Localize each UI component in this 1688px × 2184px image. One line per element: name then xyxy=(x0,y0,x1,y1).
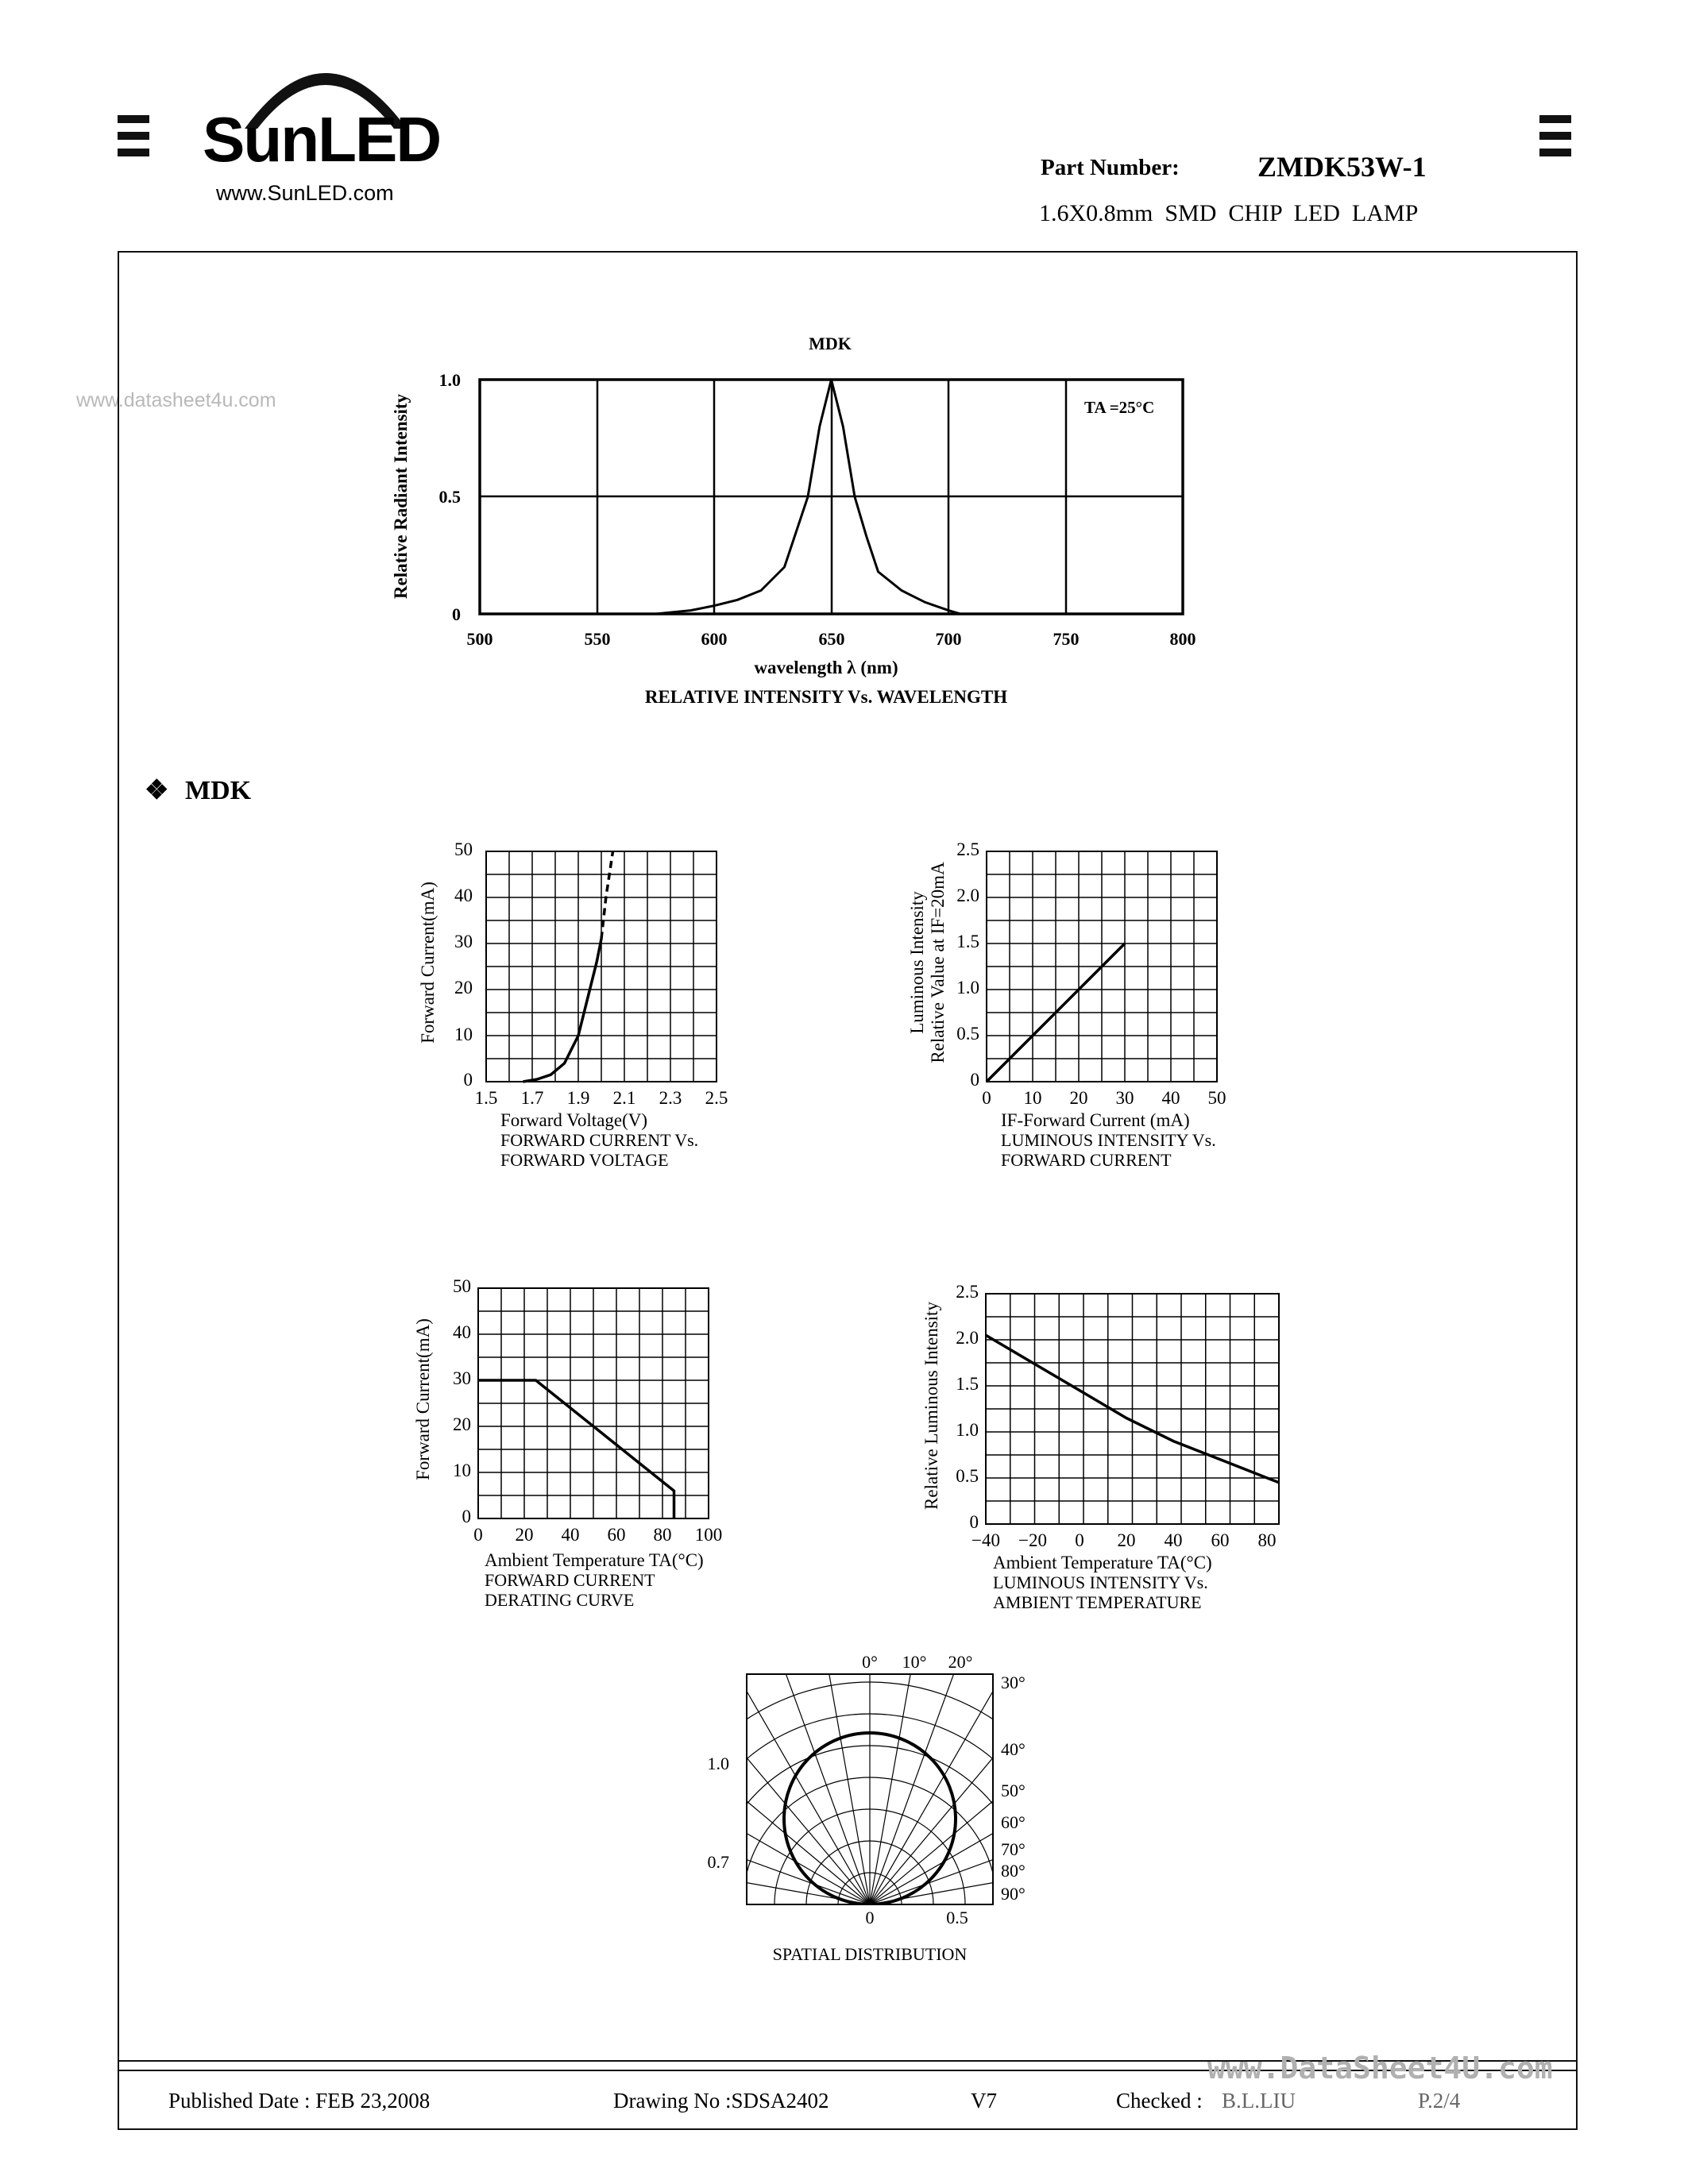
iv-series-dashed-extension xyxy=(601,851,613,939)
li-ylabel-2: Relative Value at IF=20mA xyxy=(928,862,948,1063)
li-xlabel: IF-Forward Current (mA) xyxy=(1001,1110,1190,1130)
spectrum-ytick-0: 0 xyxy=(452,604,461,624)
spectrum-ytick-1.0: 1.0 xyxy=(438,370,461,390)
spatial-label-10deg: 10° xyxy=(902,1652,927,1672)
iv-xtick-2.1: 2.1 xyxy=(612,1088,636,1108)
spectrum-x-ticks xyxy=(467,629,1196,649)
iv-chart xyxy=(405,826,771,1191)
li-ytick-2.5: 2.5 xyxy=(956,839,979,859)
derating-ytick-20: 20 xyxy=(453,1414,471,1434)
iv-ytick-40: 40 xyxy=(454,886,473,905)
li-ytick-1.0: 1.0 xyxy=(956,978,979,997)
spectrum-grid xyxy=(480,380,1183,614)
spectrum-y-ticks xyxy=(439,370,462,624)
spatial-label-1.0: 1.0 xyxy=(707,1754,729,1773)
lt-ytick-2.0: 2.0 xyxy=(956,1328,979,1348)
spectrum-xtick-750: 750 xyxy=(1053,629,1080,649)
lt-xtick-0: 0 xyxy=(1075,1530,1084,1550)
li-ytick-0.5: 0.5 xyxy=(956,1024,979,1044)
derating-y-ticks xyxy=(453,1276,471,1526)
li-ylabel-1: Luminous Intensity xyxy=(907,891,927,1034)
li-ytick-1.5: 1.5 xyxy=(956,932,979,951)
spatial-label-50deg: 50° xyxy=(1001,1781,1026,1800)
derating-grid xyxy=(478,1288,709,1518)
product-description: 1.6X0.8mm SMD CHIP LED LAMP xyxy=(1039,200,1419,226)
footer-checked-by: B.L.LIU xyxy=(1222,2089,1296,2113)
lt-grid xyxy=(986,1294,1279,1524)
diamond-bullet-icon: ❖ xyxy=(145,776,169,805)
iv-ytick-30: 30 xyxy=(454,932,473,951)
li-x-ticks xyxy=(982,1088,1226,1108)
spectrum-xtick-500: 500 xyxy=(466,629,493,649)
lt-xtick-80: 80 xyxy=(1257,1530,1277,1550)
iv-xtick-1.7: 1.7 xyxy=(520,1088,544,1108)
logo-wordmark: SunLED xyxy=(203,104,441,175)
iv-ytick-10: 10 xyxy=(454,1024,473,1044)
iv-series-line xyxy=(523,939,601,1082)
iv-x-ticks xyxy=(475,1088,728,1108)
spectrum-xlabel: wavelength λ (nm) xyxy=(754,658,898,677)
spatial-left-labels xyxy=(708,1754,730,1872)
iv-ytick-20: 20 xyxy=(454,978,473,997)
derating-xtick-0: 0 xyxy=(473,1525,483,1545)
li-caption-2: FORWARD CURRENT xyxy=(1001,1150,1172,1170)
derating-chart xyxy=(405,1263,771,1628)
derating-x-ticks xyxy=(473,1525,722,1545)
spatial-label-bottom-0: 0 xyxy=(865,1908,875,1927)
lt-y-ticks xyxy=(956,1282,979,1532)
spatial-bottom-labels xyxy=(866,1908,968,1927)
derating-xtick-40: 40 xyxy=(561,1525,580,1545)
footer-published-date: Published Date : FEB 23,2008 xyxy=(168,2089,431,2113)
li-xtick-40: 40 xyxy=(1161,1088,1180,1108)
lt-chart xyxy=(906,1255,1319,1628)
li-y-ticks xyxy=(956,839,979,1090)
spectrum-title: MDK xyxy=(809,334,852,353)
iv-y-ticks xyxy=(454,839,473,1090)
iv-xtick-2.5: 2.5 xyxy=(705,1088,728,1108)
spatial-top-labels xyxy=(862,1652,972,1672)
watermark-top: www.datasheet4u.com xyxy=(76,389,276,411)
spectrum-ylabel: Relative Radiant Intensity xyxy=(391,393,411,600)
spatial-label-0.7: 0.7 xyxy=(707,1852,729,1872)
lt-xtick-20: 20 xyxy=(1117,1530,1136,1550)
derating-ytick-50: 50 xyxy=(453,1276,471,1296)
derating-xtick-80: 80 xyxy=(653,1525,672,1545)
lt-ytick-2.5: 2.5 xyxy=(956,1282,979,1302)
derating-xtick-20: 20 xyxy=(515,1525,534,1545)
spatial-label-70deg: 70° xyxy=(1001,1839,1026,1859)
lt-ytick-1.0: 1.0 xyxy=(956,1420,979,1440)
lt-x-ticks xyxy=(971,1530,1276,1550)
lt-xtick-40: 40 xyxy=(1164,1530,1183,1550)
iv-ytick-50: 50 xyxy=(454,839,473,859)
derating-xlabel: Ambient Temperature TA(°C) xyxy=(485,1550,704,1570)
derating-xtick-100: 100 xyxy=(694,1525,723,1545)
lt-caption-2: AMBIENT TEMPERATURE xyxy=(993,1592,1202,1612)
header-right-bars xyxy=(1539,115,1571,165)
iv-grid xyxy=(486,851,717,1082)
iv-xtick-1.9: 1.9 xyxy=(566,1088,590,1108)
section-title-text: MDK xyxy=(184,776,252,805)
iv-ytick-0: 0 xyxy=(463,1070,473,1090)
li-xtick-50: 50 xyxy=(1207,1088,1226,1108)
spectrum-xtick-600: 600 xyxy=(701,629,728,649)
header-left-bars xyxy=(118,115,149,165)
derating-ytick-0: 0 xyxy=(462,1507,471,1526)
lt-ytick-0.5: 0.5 xyxy=(956,1466,979,1486)
spectrum-annotation: TA =25°C xyxy=(1084,398,1155,417)
spatial-caption: SPATIAL DISTRIBUTION xyxy=(772,1944,968,1964)
watermark-bottom: www.DataSheet4U.com xyxy=(1207,2051,1553,2086)
footer-page-number: P.2/4 xyxy=(1418,2089,1461,2113)
lt-caption-1: LUMINOUS INTENSITY Vs. xyxy=(993,1572,1208,1592)
iv-caption-2: FORWARD VOLTAGE xyxy=(500,1150,669,1170)
li-xtick-0: 0 xyxy=(982,1088,991,1108)
li-xtick-20: 20 xyxy=(1069,1088,1088,1108)
footer-drawing-number: Drawing No :SDSA2402 xyxy=(613,2089,829,2113)
derating-xtick-60: 60 xyxy=(607,1525,626,1545)
footer-version: V7 xyxy=(971,2089,997,2113)
iv-caption-1: FORWARD CURRENT Vs. xyxy=(500,1130,699,1150)
lt-ytick-1.5: 1.5 xyxy=(956,1374,979,1394)
spectrum-xtick-800: 800 xyxy=(1169,629,1196,649)
spectrum-xtick-650: 650 xyxy=(818,629,845,649)
lt-xtick-neg40: −40 xyxy=(971,1530,1000,1550)
li-ytick-2.0: 2.0 xyxy=(956,886,979,905)
spatial-label-30deg: 30° xyxy=(1001,1673,1026,1692)
lt-xtick-neg20: −20 xyxy=(1018,1530,1047,1550)
lt-xtick-60: 60 xyxy=(1211,1530,1230,1550)
iv-xtick-2.3: 2.3 xyxy=(659,1088,682,1108)
spectrum-caption: RELATIVE INTENSITY Vs. WAVELENGTH xyxy=(644,687,1008,707)
li-xtick-10: 10 xyxy=(1023,1088,1042,1108)
spatial-right-labels xyxy=(1001,1673,1026,1904)
spectrum-ytick-0.5: 0.5 xyxy=(438,487,461,507)
li-caption-1: LUMINOUS INTENSITY Vs. xyxy=(1001,1130,1216,1150)
derating-ylabel: Forward Current(mA) xyxy=(413,1318,433,1480)
section-title xyxy=(145,774,251,806)
part-number: ZMDK53W-1 xyxy=(1257,151,1427,183)
spectrum-chart xyxy=(381,334,1223,723)
li-chart xyxy=(906,826,1271,1191)
derating-ytick-10: 10 xyxy=(453,1461,471,1480)
spatial-label-60deg: 60° xyxy=(1001,1812,1026,1832)
part-number-label: Part Number: xyxy=(1041,155,1180,180)
iv-xtick-1.5: 1.5 xyxy=(474,1088,498,1108)
lt-ytick-0: 0 xyxy=(969,1512,979,1532)
iv-xlabel: Forward Voltage(V) xyxy=(500,1110,648,1130)
derating-caption-2: DERATING CURVE xyxy=(485,1590,635,1610)
spectrum-xtick-700: 700 xyxy=(935,629,962,649)
lt-xlabel: Ambient Temperature TA(°C) xyxy=(993,1553,1212,1572)
lt-ylabel: Relative Luminous Intensity xyxy=(921,1302,941,1510)
spatial-distribution-chart xyxy=(683,1636,1049,1970)
spectrum-xtick-550: 550 xyxy=(584,629,611,649)
derating-ytick-40: 40 xyxy=(453,1322,471,1342)
li-ytick-0: 0 xyxy=(970,1070,979,1090)
footer-checked-label: Checked : xyxy=(1116,2089,1203,2113)
spatial-label-80deg: 80° xyxy=(1001,1861,1026,1881)
spatial-label-40deg: 40° xyxy=(1001,1739,1026,1759)
logo-url[interactable]: www.SunLED.com xyxy=(216,181,394,205)
spatial-label-bottom-0.5: 0.5 xyxy=(946,1908,968,1927)
spatial-label-90deg: 90° xyxy=(1001,1884,1026,1904)
derating-caption-1: FORWARD CURRENT xyxy=(485,1570,655,1590)
spatial-label-20deg: 20° xyxy=(948,1652,973,1672)
spatial-label-0deg: 0° xyxy=(862,1652,878,1672)
iv-ylabel: Forward Current(mA) xyxy=(418,882,438,1044)
derating-ytick-30: 30 xyxy=(453,1368,471,1388)
li-xtick-30: 30 xyxy=(1115,1088,1134,1108)
